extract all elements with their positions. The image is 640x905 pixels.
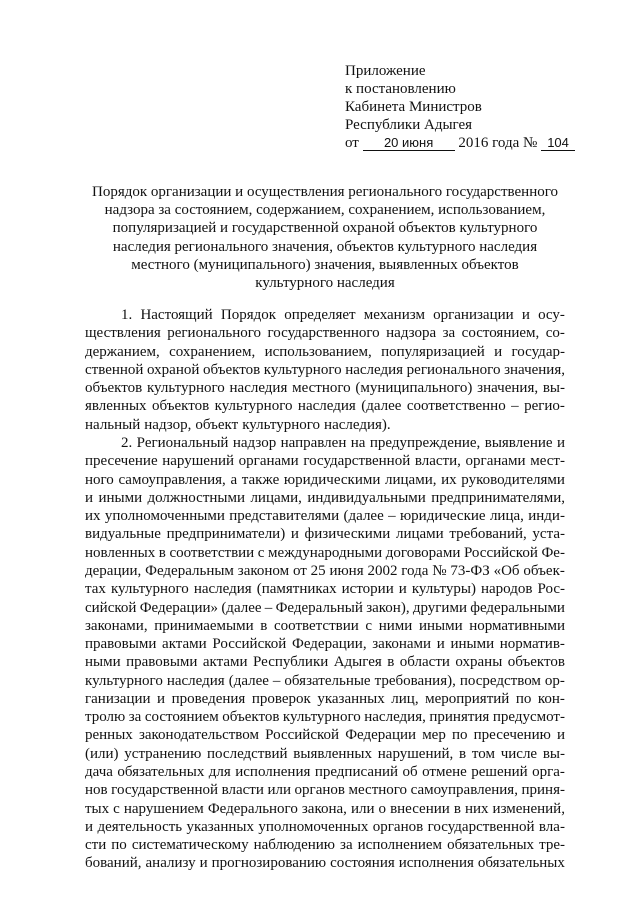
word: состоянием,	[461, 325, 540, 342]
title-line: местного (муниципального) значения, выявленных объектов	[131, 256, 519, 273]
word: органов	[372, 818, 424, 835]
word: области	[399, 654, 450, 671]
word: №	[432, 562, 447, 579]
handwritten-number: 104	[541, 135, 575, 151]
word: или	[267, 782, 291, 799]
text-line	[85, 544, 565, 562]
word: ренных	[85, 727, 133, 744]
word: Региональный	[136, 434, 229, 451]
word: норматив-	[499, 636, 565, 653]
text-line	[85, 471, 565, 489]
word: объектов	[202, 361, 261, 378]
text-line	[85, 343, 565, 361]
word: нов	[85, 782, 108, 799]
word: физическими	[304, 526, 391, 543]
word: состоянием	[144, 709, 219, 726]
title-line: надзора за состоянием, содержанием, сохранением, использованием,	[104, 202, 546, 219]
word: тах	[85, 581, 106, 598]
title-line: наследия регионального значения, объектов культурного наследия	[112, 238, 538, 255]
text-line	[85, 489, 565, 507]
word: лица,	[489, 508, 524, 525]
word: –	[264, 599, 273, 616]
word: деятельность	[97, 818, 183, 835]
word: состояния	[330, 855, 395, 872]
word: руководителями	[461, 471, 565, 488]
word: лицами,	[250, 489, 302, 506]
word: –	[511, 398, 519, 415]
word: исполнения	[398, 855, 474, 872]
word: уполномоченных	[258, 818, 369, 835]
word: законодательством	[138, 727, 259, 744]
word: сти	[85, 837, 107, 854]
word: выявленных	[293, 745, 373, 762]
word: законом	[237, 562, 290, 579]
text-line	[85, 672, 565, 690]
word: наследия	[193, 581, 252, 598]
word: федеральными	[470, 599, 565, 616]
word: вла-	[538, 818, 565, 835]
word: иными	[418, 617, 463, 634]
word: нормативными	[469, 617, 565, 634]
republic-name: Республики Адыгея	[345, 117, 473, 133]
word: мер	[422, 727, 446, 744]
resolution-date-line	[345, 134, 585, 152]
word: последствий	[207, 745, 288, 762]
word: народов	[480, 581, 533, 598]
word: проведения	[171, 690, 246, 707]
text-line	[85, 306, 565, 324]
word: организации	[433, 307, 514, 323]
word: 2002	[367, 562, 398, 579]
word: Настоящий	[140, 307, 213, 323]
word: явленных	[85, 398, 147, 415]
word: культурного	[263, 361, 342, 378]
word: анализу	[145, 855, 196, 872]
text-line	[85, 781, 565, 799]
word: соответственно	[406, 398, 506, 415]
word: по	[451, 727, 468, 744]
word: государственной	[111, 782, 219, 799]
word: Республики	[253, 654, 329, 671]
word: юридические	[399, 508, 486, 525]
text-line	[85, 361, 565, 379]
word: и	[85, 489, 94, 506]
word: механизм	[363, 307, 425, 323]
word: за	[128, 709, 142, 726]
word: государственной	[427, 818, 535, 835]
word: культурного	[214, 398, 293, 415]
text-line	[85, 580, 565, 598]
word: ственной	[85, 361, 144, 378]
word: с	[365, 617, 373, 634]
word: нальный	[85, 416, 141, 433]
word: наследия	[166, 672, 225, 689]
word: года	[401, 562, 429, 579]
appendix-header	[345, 62, 585, 152]
word: и	[556, 434, 565, 451]
word: исполнения	[235, 764, 311, 781]
word: предписаний	[314, 764, 399, 781]
word: принимаемыми	[154, 617, 254, 634]
document-title	[80, 183, 570, 292]
word: выявление	[484, 434, 553, 451]
word: Федерации»	[139, 599, 219, 616]
word: власти,	[414, 453, 461, 470]
word: Федеральный	[275, 599, 363, 616]
word: с	[113, 800, 120, 817]
word: Фе-	[541, 544, 565, 561]
title-line: Порядок организации и осуществления регионального государственного	[91, 184, 558, 200]
word: дача	[85, 764, 113, 781]
word: на	[350, 434, 366, 451]
date-suffix: 2016 года №	[458, 135, 538, 151]
word: изменений,	[492, 800, 565, 817]
text-line	[85, 507, 565, 525]
word: и	[85, 818, 94, 835]
word: лицами,	[385, 471, 437, 488]
word: со-	[545, 325, 565, 342]
word: осу-	[538, 307, 565, 323]
word: правовыми	[85, 636, 157, 653]
word: (памятниках	[256, 581, 337, 598]
document-body	[85, 306, 565, 873]
word: значения,	[504, 361, 565, 378]
word: –	[388, 508, 396, 525]
paragraph-1	[85, 306, 565, 434]
word: об	[402, 764, 418, 781]
word: актами	[202, 654, 248, 671]
word: предупреждение,	[369, 434, 481, 451]
text-line	[85, 635, 565, 653]
word: Федерального	[207, 800, 298, 817]
word: вы-	[542, 745, 565, 762]
paragraph-2	[85, 434, 565, 873]
word: по	[515, 690, 532, 707]
word: индивидуальными	[307, 489, 426, 506]
word: (или)	[85, 745, 119, 762]
word: тролю	[85, 709, 126, 726]
word: уполномоченными	[104, 508, 225, 525]
word: обязательных	[117, 764, 205, 781]
word: Федерации	[345, 727, 417, 744]
word: государственного	[267, 325, 380, 342]
text-line	[85, 800, 565, 818]
word: и	[199, 855, 208, 872]
word: обязательных	[477, 855, 565, 872]
word: их	[441, 471, 457, 488]
text-line	[85, 525, 565, 543]
word: наследия	[229, 380, 288, 397]
word: иными	[450, 636, 495, 653]
word: предусмот-	[492, 709, 565, 726]
word: органами	[238, 453, 299, 470]
word: охраной	[147, 361, 200, 378]
word: регионального	[406, 361, 501, 378]
word: Порядок	[220, 307, 277, 323]
word: государ-	[511, 343, 565, 360]
word: –	[272, 672, 281, 689]
word: самоуправления,	[118, 471, 226, 488]
word: дерации,	[85, 562, 142, 579]
word: нарушений,	[377, 745, 454, 762]
word: от	[292, 562, 307, 579]
word: и	[556, 727, 565, 744]
word: вы-	[542, 380, 565, 397]
text-line	[85, 599, 565, 617]
word: а	[230, 471, 238, 488]
word: и	[157, 690, 166, 707]
word: уста-	[532, 526, 565, 543]
word: в	[459, 745, 467, 762]
word: Федеральным	[145, 562, 234, 579]
word: государственной	[303, 453, 411, 470]
word: предпринимателями,	[431, 489, 565, 506]
text-line	[85, 434, 565, 452]
word: ганизации	[85, 690, 151, 707]
word: (далее	[343, 508, 384, 525]
word: мероприятий	[425, 690, 510, 707]
word: или	[350, 800, 375, 817]
word: с	[257, 544, 265, 561]
word: за	[442, 325, 456, 342]
text-line	[85, 726, 565, 744]
word: ществления	[85, 325, 161, 342]
word: иными	[98, 489, 143, 506]
word: (далее	[361, 398, 402, 415]
word: ными	[85, 654, 121, 671]
word: объектов	[152, 398, 210, 415]
appendix-label: Приложение	[345, 63, 426, 79]
word: культурного	[85, 672, 163, 689]
word: в	[387, 654, 395, 671]
word: местного	[292, 380, 351, 397]
word: 25	[310, 562, 326, 579]
word: наследия	[345, 361, 404, 378]
word: 73-ФЗ	[450, 562, 490, 579]
text-line	[85, 690, 565, 708]
word: и	[521, 307, 530, 323]
text-line	[85, 416, 565, 434]
word: отмене	[422, 764, 467, 781]
word: объектов	[222, 709, 280, 726]
word: ор-	[544, 672, 565, 689]
word: Федерации,	[291, 636, 367, 653]
word: бований,	[85, 855, 142, 872]
word: объектов	[85, 380, 143, 397]
issuing-body: Кабинета Министров	[345, 99, 482, 115]
word: внесении	[390, 800, 450, 817]
word: договорами	[385, 544, 461, 561]
word: и	[436, 636, 445, 653]
word: и	[494, 343, 503, 360]
word: использованием,	[264, 343, 372, 360]
word: том	[471, 745, 495, 762]
word: актами	[162, 636, 207, 653]
word: в	[158, 544, 166, 561]
word: наследия).	[324, 416, 391, 433]
word: культурного	[146, 380, 225, 397]
word: предприниматели)	[166, 526, 286, 543]
word: органов	[294, 782, 345, 799]
word: Рос-	[537, 581, 565, 598]
text-line	[85, 562, 565, 580]
word: исполнением	[357, 837, 443, 854]
word: объект	[195, 416, 239, 433]
word: требований,	[449, 526, 527, 543]
word: обязательных	[447, 837, 535, 854]
word: местного	[348, 782, 408, 799]
word: «Об	[493, 562, 520, 579]
word: регио-	[524, 398, 565, 415]
word: направлен	[280, 434, 347, 451]
word: в	[453, 800, 461, 817]
word: 2.	[121, 434, 133, 451]
word: другими	[412, 599, 467, 616]
word: Адыгея	[333, 654, 382, 671]
word: принятия	[429, 709, 490, 726]
word: определяет	[284, 307, 356, 323]
word: также	[241, 471, 280, 488]
word: представителями	[229, 508, 340, 525]
word: в	[260, 617, 268, 634]
text-line	[85, 818, 565, 836]
word: Российской	[212, 636, 287, 653]
word: ного	[85, 471, 114, 488]
word: закон),	[366, 599, 410, 616]
text-line	[85, 763, 565, 781]
word: устранению	[124, 745, 202, 762]
word: надзор	[232, 434, 277, 451]
word: решений	[471, 764, 528, 781]
word: пресечению	[473, 727, 551, 744]
word: юридическими	[283, 471, 381, 488]
word: культурного	[282, 709, 361, 726]
word: числе	[500, 745, 538, 762]
word: проверок	[251, 690, 311, 707]
word: нарушений	[162, 453, 235, 470]
word: систематическому	[131, 837, 249, 854]
word: объек-	[523, 562, 565, 579]
word: тых	[85, 800, 110, 817]
word: сохранением,	[169, 343, 256, 360]
word: соответствии	[169, 544, 255, 561]
word: сийской	[85, 599, 137, 616]
text-line	[85, 745, 565, 763]
word: инди-	[528, 508, 565, 525]
word: указанных	[186, 818, 254, 835]
word: и	[398, 581, 407, 598]
word: закона,	[301, 800, 347, 817]
title-line: популяризацией и государственной охраной объектов культурного	[112, 220, 538, 237]
word: ними	[378, 617, 413, 634]
word: лицами	[395, 526, 444, 543]
word: правовыми	[126, 654, 198, 671]
word: культуры)	[411, 581, 476, 598]
word: нарушением	[123, 800, 204, 817]
text-line	[85, 836, 565, 854]
word: 1.	[121, 307, 133, 323]
word: них	[464, 800, 489, 817]
word: пресечение	[85, 453, 158, 470]
word: за	[340, 837, 353, 854]
word: (далее	[221, 599, 262, 616]
word: соответствии	[274, 617, 359, 634]
word: популяризацией	[381, 343, 485, 360]
word: культурного	[110, 581, 189, 598]
word: культурного	[242, 416, 321, 433]
word: о	[378, 800, 387, 817]
text-line	[85, 379, 565, 397]
word: (муниципального)	[355, 380, 473, 397]
word: приня-	[521, 782, 565, 799]
word: указанных	[317, 690, 385, 707]
text-line	[85, 617, 565, 635]
word: законами,	[85, 617, 148, 634]
word: Российской	[463, 544, 538, 561]
word: орга-	[532, 764, 565, 781]
title-line: культурного наследия	[255, 275, 395, 292]
text-line	[85, 653, 565, 671]
word: тре-	[539, 837, 565, 854]
word: должностными	[147, 489, 246, 506]
word: по	[111, 837, 127, 854]
handwritten-date: 20 июня	[363, 135, 455, 151]
word: новленных	[85, 544, 156, 561]
word: обязательные	[284, 672, 371, 689]
word: требования),	[374, 672, 456, 689]
word: лиц,	[391, 690, 419, 707]
word: для	[208, 764, 231, 781]
word: наблюдению	[253, 837, 336, 854]
word: значения,	[477, 380, 539, 397]
word: законами	[372, 636, 432, 653]
text-line	[85, 452, 565, 470]
word: охраны	[455, 654, 503, 671]
word: надзора	[386, 325, 437, 342]
text-line	[85, 324, 565, 342]
word: международными	[268, 544, 383, 561]
date-prefix: от	[345, 135, 359, 151]
resolution-reference: к постановлению	[345, 81, 456, 97]
word: их	[85, 508, 101, 525]
word: самоуправления,	[410, 782, 518, 799]
word: власти	[221, 782, 264, 799]
word: объектов	[507, 654, 565, 671]
word: и	[290, 526, 299, 543]
word: видуальные	[85, 526, 161, 543]
word: регионального	[167, 325, 262, 342]
text-line	[85, 854, 565, 872]
word: кон-	[537, 690, 565, 707]
word: прогнозированию	[211, 855, 327, 872]
word: (далее	[228, 672, 269, 689]
word: наследия,	[364, 709, 426, 726]
word: органами	[465, 453, 526, 470]
word: мест-	[530, 453, 565, 470]
word: держанием,	[85, 343, 160, 360]
word: посредством	[459, 672, 541, 689]
word: наследия	[297, 398, 356, 415]
word: истории	[341, 581, 394, 598]
word: надзор,	[144, 416, 192, 433]
text-line	[85, 397, 565, 415]
word: Российской	[265, 727, 340, 744]
word: июня	[329, 562, 364, 579]
text-line	[85, 708, 565, 726]
